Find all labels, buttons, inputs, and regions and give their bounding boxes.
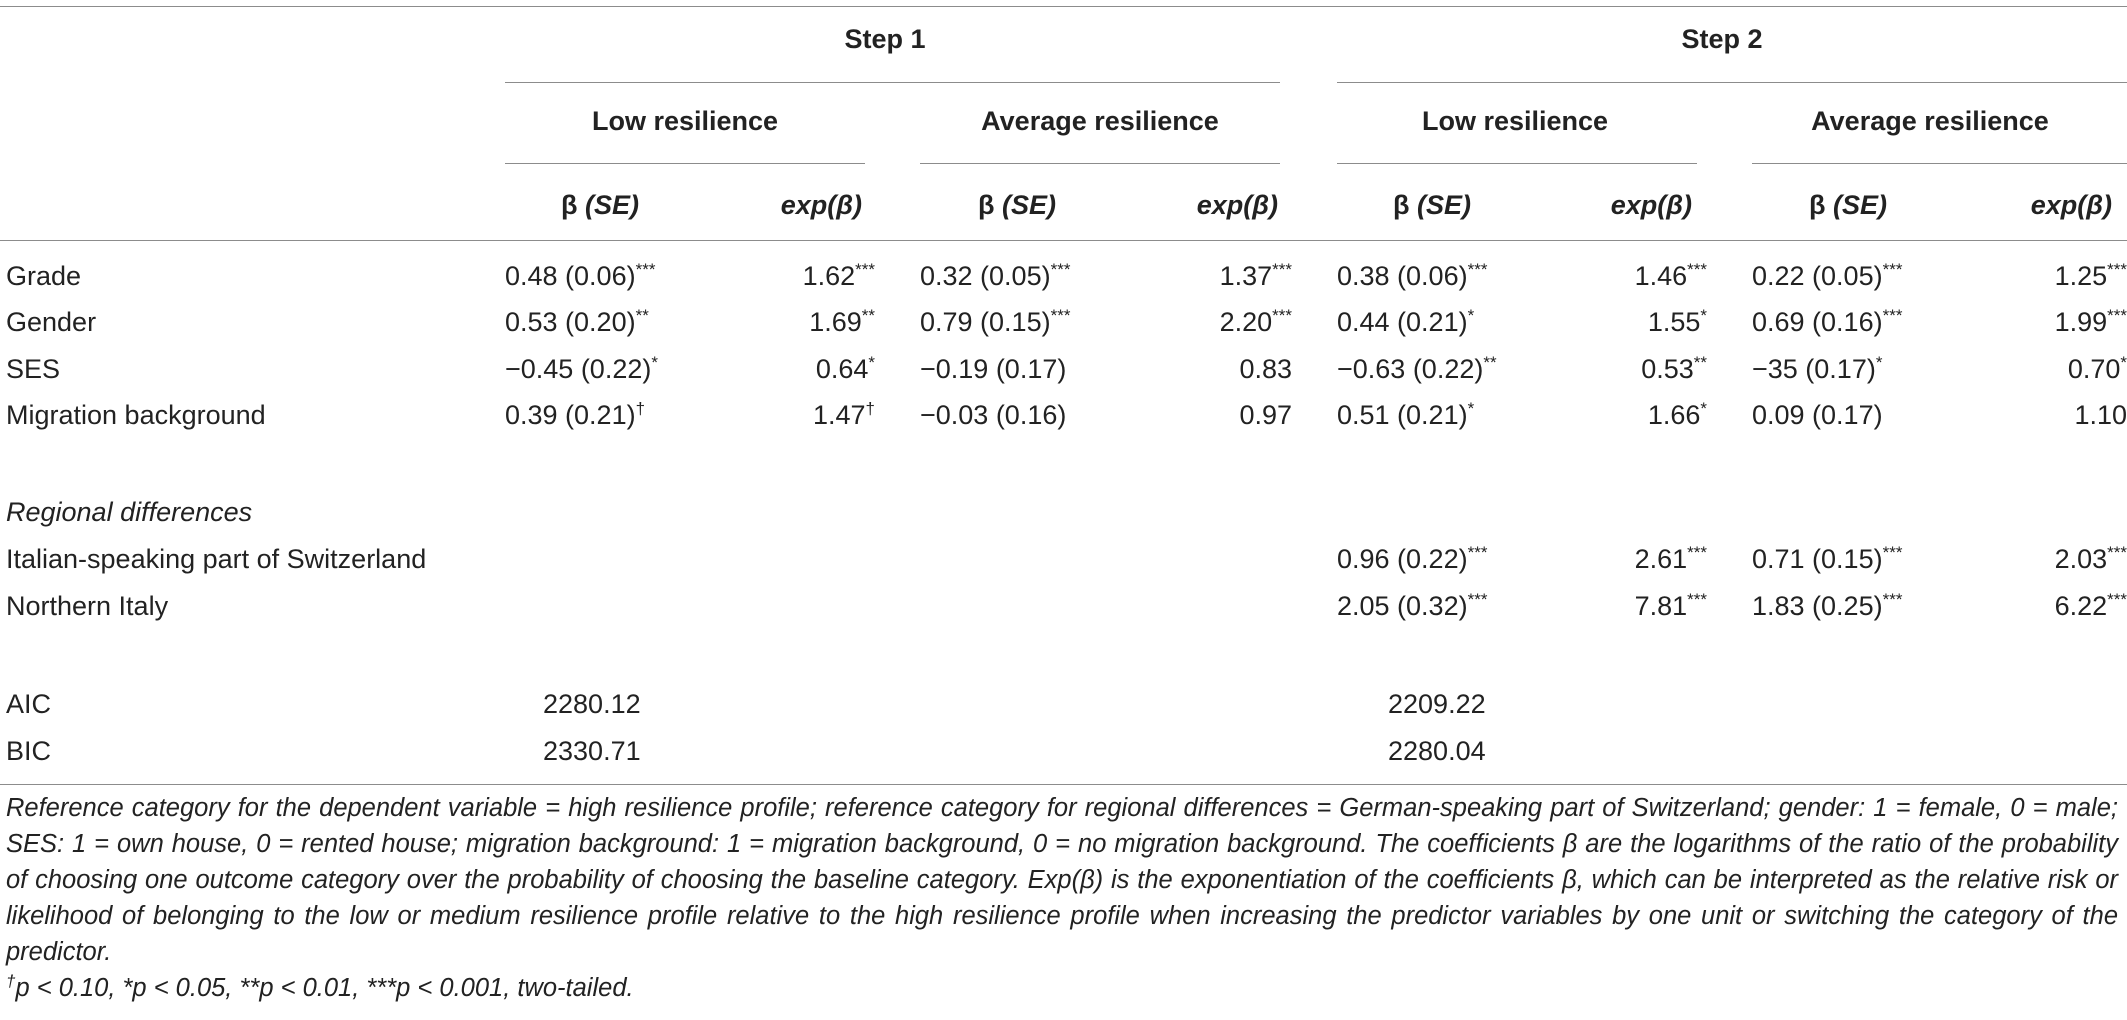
- col-exp-2: exp(β): [1196, 190, 1278, 220]
- cell-value: 1.47: [812, 400, 866, 430]
- step2-underline: [1337, 82, 2127, 83]
- significance-marker: **: [861, 306, 875, 325]
- significance-marker: **: [1693, 353, 1707, 372]
- col-exp-1: exp(β): [780, 190, 862, 220]
- significance-marker: ***: [1687, 590, 1707, 609]
- significance-marker: ***: [1467, 543, 1488, 562]
- cell-value: 7.81: [1634, 591, 1688, 621]
- step1-header: Step 1: [844, 24, 926, 54]
- cell-value: 6.22: [2054, 591, 2108, 621]
- significance-marker: *: [1700, 306, 1707, 325]
- fit-value-step2: 2209.22: [1388, 689, 1486, 719]
- significance-marker: ***: [1687, 543, 1707, 562]
- step1-avg-underline: [920, 163, 1280, 164]
- table-cell-c6: [1635, 543, 1707, 575]
- row-label: Grade: [6, 261, 82, 291]
- table-cell-c2: [816, 353, 875, 385]
- cell-value: 0.96 (0.22): [1337, 544, 1468, 574]
- table-cell-c6: [1635, 590, 1707, 622]
- significance-marker: ***: [1467, 260, 1488, 279]
- cell-value: 1.62: [802, 261, 856, 291]
- table-cell-c4: [1239, 353, 1292, 385]
- significance-marker: ***: [855, 260, 875, 279]
- cell-value: 0.38 (0.06): [1337, 261, 1468, 291]
- table-cell-c5: [1337, 590, 1487, 622]
- col-beta-se-1: β (SE): [561, 190, 639, 220]
- table-cell-c4: [1239, 399, 1292, 431]
- table-cell-c5: [1337, 543, 1487, 575]
- step1-average-resilience-header: Average resilience: [981, 106, 1219, 136]
- significance-marker: ***: [1687, 260, 1707, 279]
- significance-marker: *: [868, 353, 875, 372]
- table-cell-c8: [2068, 353, 2127, 385]
- table-cell-c3: [920, 399, 1066, 431]
- cell-value: 0.83: [1239, 354, 1292, 384]
- table-cell-c2: [813, 399, 875, 431]
- significance-marker: †: [635, 399, 646, 418]
- step2-average-resilience-header: Average resilience: [1811, 106, 2049, 136]
- table-cell-c4: [1220, 306, 1292, 338]
- cell-value: 0.44 (0.21): [1337, 307, 1468, 337]
- cell-value: 1.99: [2054, 307, 2108, 337]
- significance-marker: ***: [1882, 543, 1903, 562]
- table-cell-c7: [1752, 260, 1902, 292]
- significance-marker: †: [865, 399, 875, 418]
- significance-marker: *: [651, 353, 658, 372]
- table-cell-c7: [1752, 543, 1902, 575]
- cell-value: 2.61: [1634, 544, 1688, 574]
- table-cell-c6: [1648, 399, 1707, 431]
- table-cell-c8: [2055, 543, 2127, 575]
- cell-value: −35 (0.17): [1752, 354, 1876, 384]
- step1-low-underline: [505, 163, 865, 164]
- significance-marker: ***: [2107, 306, 2127, 325]
- step2-header: Step 2: [1681, 24, 1763, 54]
- significance-marker: *: [1875, 353, 1883, 372]
- row-label: Gender: [6, 307, 97, 337]
- fit-value-step1: 2330.71: [543, 736, 641, 766]
- row-label: Northern Italy: [6, 591, 169, 621]
- significance-marker: ***: [1050, 260, 1071, 279]
- significance-marker: *: [1467, 306, 1475, 325]
- cell-value: 0.22 (0.05): [1752, 261, 1883, 291]
- table-cell-c3: [920, 353, 1066, 385]
- table-cell-c1: [505, 353, 658, 385]
- col-exp-4: exp(β): [2030, 190, 2112, 220]
- table-cell-c2: [803, 260, 875, 292]
- significance-marker: ***: [1882, 590, 1903, 609]
- significance-marker: ***: [1882, 260, 1903, 279]
- col-beta-se-4: β (SE): [1809, 190, 1887, 220]
- significance-marker: ***: [1050, 306, 1071, 325]
- cell-value: 2.03: [2054, 544, 2108, 574]
- cell-value: −0.19 (0.17): [920, 354, 1067, 384]
- cell-value: 1.10: [2074, 400, 2127, 430]
- significance-marker: ***: [1272, 260, 1292, 279]
- significance-marker: ***: [2107, 543, 2127, 562]
- cell-value: 0.70: [2067, 354, 2121, 384]
- step2-low-resilience-header: Low resilience: [1421, 106, 1609, 136]
- col-exp-3: exp(β): [1610, 190, 1692, 220]
- table-cell-c6: [1648, 306, 1707, 338]
- row-label: Migration background: [6, 400, 266, 430]
- significance-marker: **: [635, 306, 649, 325]
- table-cell-c6: [1641, 353, 1707, 385]
- fit-value-step1: 2280.12: [543, 689, 641, 719]
- col-beta-se-3: β (SE): [1393, 190, 1471, 220]
- significance-marker: ***: [1882, 306, 1903, 325]
- cell-value: 0.71 (0.15): [1752, 544, 1883, 574]
- row-label: BIC: [6, 736, 52, 766]
- cell-value: 1.69: [809, 307, 862, 337]
- table-cell-c8: [2055, 590, 2127, 622]
- table-cell-c5: [1337, 306, 1474, 338]
- step2-avg-underline: [1752, 163, 2127, 164]
- significance-marker: ***: [1272, 306, 1292, 325]
- fit-value-step2: 2280.04: [1388, 736, 1486, 766]
- table-footnote: Reference category for the dependent variable = high resilience profile; reference category for regional differences = German-speaking part of Switzerland; gender: 1 = female, 0 = male; SES: 1 = own house, 0 = rented house; migration background: 1 = migration background, 0 = no migration background. The coefficients β are the logarithms of the ratio of the probability of choosing one outcome category over the probability of choosing the baseline category. Exp(β) is the exponentiation of the coefficients β, which can be interpreted as the relative risk or likelihood of belonging to the low or medium resilience profile relative to the high resilience profile when increasing the predictor variables by one unit or switching the category of the predictor.: [6, 794, 2118, 966]
- cell-value: 1.55: [1647, 307, 1701, 337]
- table-cell-c7: [1752, 306, 1902, 338]
- table-cell-c8: [2055, 260, 2127, 292]
- table-cell-c8: [2074, 399, 2127, 431]
- table-cell-c1: [505, 399, 645, 431]
- table-cell-c1: [505, 306, 649, 338]
- step1-low-resilience-header: Low resilience: [591, 106, 779, 136]
- table-cell-c5: [1337, 260, 1487, 292]
- cell-value: 2.05 (0.32): [1337, 591, 1468, 621]
- cell-value: 0.53 (0.20): [505, 307, 636, 337]
- significance-marker: ***: [635, 260, 656, 279]
- table-cell-c1: [505, 260, 655, 292]
- step1-underline: [505, 82, 1280, 83]
- significance-note: †p < 0.10, *p < 0.05, **p < 0.01, ***p < 0.001, two-tailed.: [6, 971, 634, 1002]
- table-cell-c3: [920, 260, 1070, 292]
- cell-value: 1.37: [1219, 261, 1273, 291]
- step2-low-underline: [1337, 163, 1697, 164]
- table-bottom-rule: [0, 784, 2127, 785]
- header-bottom-rule: [0, 240, 2127, 241]
- cell-value: 1.25: [2054, 261, 2108, 291]
- significance-marker: **: [1483, 353, 1497, 372]
- table-cell-c7: [1752, 590, 1902, 622]
- significance-marker: ***: [1467, 590, 1488, 609]
- cell-value: 0.69 (0.16): [1752, 307, 1883, 337]
- table-cell-c7: [1752, 353, 1882, 385]
- cell-value: 0.51 (0.21): [1337, 400, 1468, 430]
- table-cell-c3: [920, 306, 1070, 338]
- cell-value: 1.83 (0.25): [1752, 591, 1883, 621]
- cell-value: 0.79 (0.15): [920, 307, 1051, 337]
- significance-marker: ***: [2107, 590, 2127, 609]
- row-label: Italian-speaking part of Switzerland: [6, 544, 427, 574]
- cell-value: −0.63 (0.22): [1337, 354, 1484, 384]
- cell-value: −0.03 (0.16): [920, 400, 1067, 430]
- table-cell-c7: [1752, 399, 1883, 431]
- cell-value: 1.66: [1647, 400, 1701, 430]
- regional-differences-heading: Regional differences: [6, 497, 253, 527]
- row-label: SES: [6, 354, 61, 384]
- significance-marker: ***: [2107, 260, 2127, 279]
- significance-marker: *: [1467, 399, 1475, 418]
- table-top-rule: [0, 6, 2127, 7]
- cell-value: 0.97: [1239, 400, 1292, 430]
- table-cell-c5: [1337, 353, 1497, 385]
- cell-value: 2.20: [1219, 307, 1273, 337]
- cell-value: −0.45 (0.22): [505, 354, 652, 384]
- table-cell-c2: [809, 306, 875, 338]
- cell-value: 0.64: [815, 354, 869, 384]
- cell-value: 0.09 (0.17): [1752, 400, 1883, 430]
- cell-value: 0.48 (0.06): [505, 261, 636, 291]
- col-beta-se-2: β (SE): [978, 190, 1056, 220]
- row-label: AIC: [6, 689, 52, 719]
- table-cell-c4: [1220, 260, 1292, 292]
- significance-marker: *: [2120, 353, 2127, 372]
- table-cell-c5: [1337, 399, 1474, 431]
- cell-value: 0.32 (0.05): [920, 261, 1051, 291]
- cell-value: 0.39 (0.21): [505, 400, 636, 430]
- cell-value: 1.46: [1634, 261, 1688, 291]
- table-cell-c8: [2055, 306, 2127, 338]
- cell-value: 0.53: [1641, 354, 1694, 384]
- significance-marker: *: [1700, 399, 1707, 418]
- table-cell-c6: [1635, 260, 1707, 292]
